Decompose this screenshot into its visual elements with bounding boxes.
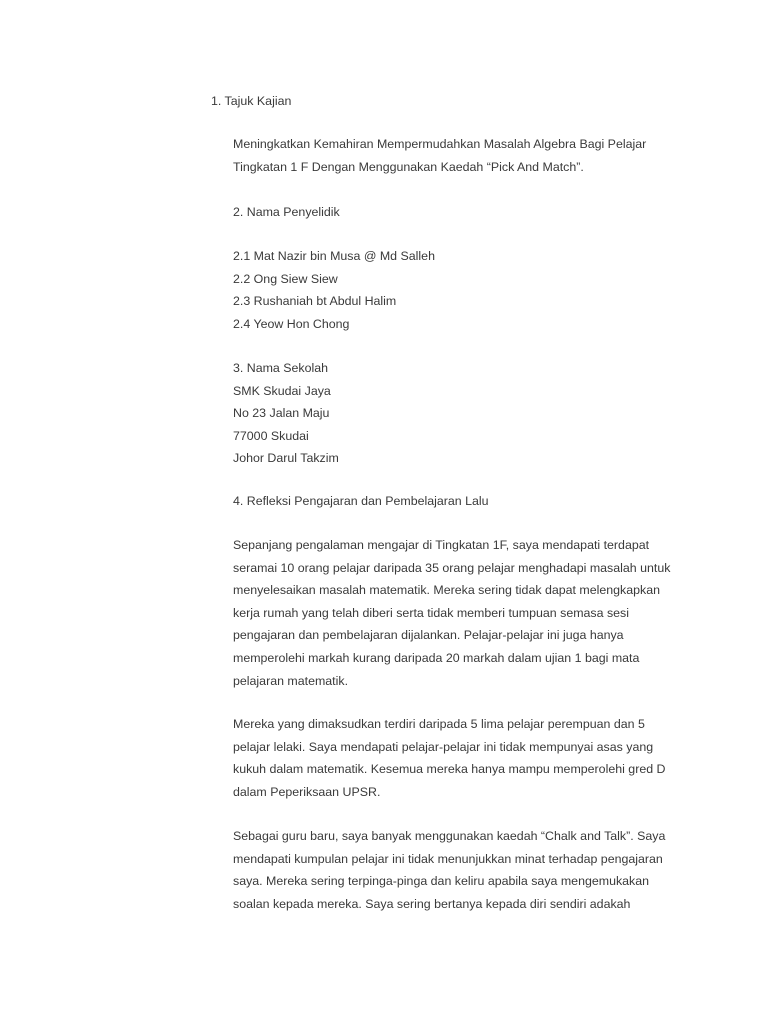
paragraph-line: memperolehi markah kurang daripada 20 markah dalam ujian 1 bagi mata — [233, 650, 640, 665]
school-line: 77000 Skudai — [233, 428, 309, 443]
paragraph-line: dalam Peperiksaan UPSR. — [233, 784, 381, 799]
paragraph-line: pelajaran matematik. — [233, 673, 349, 688]
researcher-list — [233, 245, 693, 335]
section-4-heading: 4. Refleksi Pengajaran dan Pembelajaran Lalu — [233, 494, 489, 508]
paragraph-line: mendapati kumpulan pelajar ini tidak menunjukkan minat terhadap pengajaran — [233, 851, 663, 866]
paragraph-line: Mereka yang dimaksudkan terdiri daripada 5 lima pelajar perempuan dan 5 — [233, 717, 645, 731]
research-title-line: Meningkatkan Kemahiran Mempermudahkan Masalah Algebra Bagi Pelajar — [233, 137, 647, 151]
paragraph-line: pelajar lelaki. Saya mendapati pelajar-pelajar ini tidak mempunyai asas yang — [233, 739, 654, 754]
paragraph-line: kerja rumah yang telah diberi serta tidak memberi tumpuan semasa sesi — [233, 605, 629, 620]
research-title — [233, 133, 693, 178]
research-title-line: Tingkatan 1 F Dengan Menggunakan Kaedah “Pick And Match”. — [233, 159, 584, 174]
paragraph-line: pengajaran dan pembelajaran dijalankan. Pelajar-pelajar ini juga hanya — [233, 628, 624, 643]
school-line: SMK Skudai Jaya — [233, 383, 331, 398]
section-2-heading: 2. Nama Penyelidik — [233, 205, 340, 219]
school-line: Johor Darul Takzim — [233, 451, 339, 466]
section-3-heading: 3. Nama Sekolah — [233, 361, 329, 375]
paragraph-line: Sepanjang pengalaman mengajar di Tingkatan 1F, saya mendapati terdapat — [233, 538, 650, 552]
paragraph-line: soalan kepada mereka. Saya sering bertanya kepada diri sendiri adakah — [233, 896, 631, 911]
paragraph-line: saya. Mereka sering terpinga-pinga dan keliru apabila saya mengemukakan — [233, 874, 650, 889]
section-1-heading: 1. Tajuk Kajian — [211, 94, 292, 108]
paragraph-1 — [233, 534, 693, 692]
paragraph-line: kukuh dalam matematik. Kesemua mereka hanya mampu memperolehi gred D — [233, 762, 666, 777]
researcher-item: 2.3 Rushaniah bt Abdul Halim — [233, 294, 397, 309]
paragraph-line: Sebagai guru baru, saya banyak menggunakan kaedah “Chalk and Talk”. Saya — [233, 829, 666, 843]
researcher-item: 2.1 Mat Nazir bin Musa @ Md Salleh — [233, 249, 435, 263]
researcher-item: 2.2 Ong Siew Siew — [233, 271, 338, 286]
researcher-item: 2.4 Yeow Hon Chong — [233, 316, 350, 331]
paragraph-2 — [233, 713, 693, 803]
paragraph-line: seramai 10 orang pelajar daripada 35 orang pelajar menghadapi masalah untuk — [233, 560, 671, 575]
school-block — [233, 357, 693, 470]
paragraph-line: menyelesaikan masalah matematik. Mereka sering tidak dapat melengkapkan — [233, 583, 661, 598]
paragraph-3 — [233, 825, 693, 915]
school-line: No 23 Jalan Maju — [233, 406, 330, 421]
